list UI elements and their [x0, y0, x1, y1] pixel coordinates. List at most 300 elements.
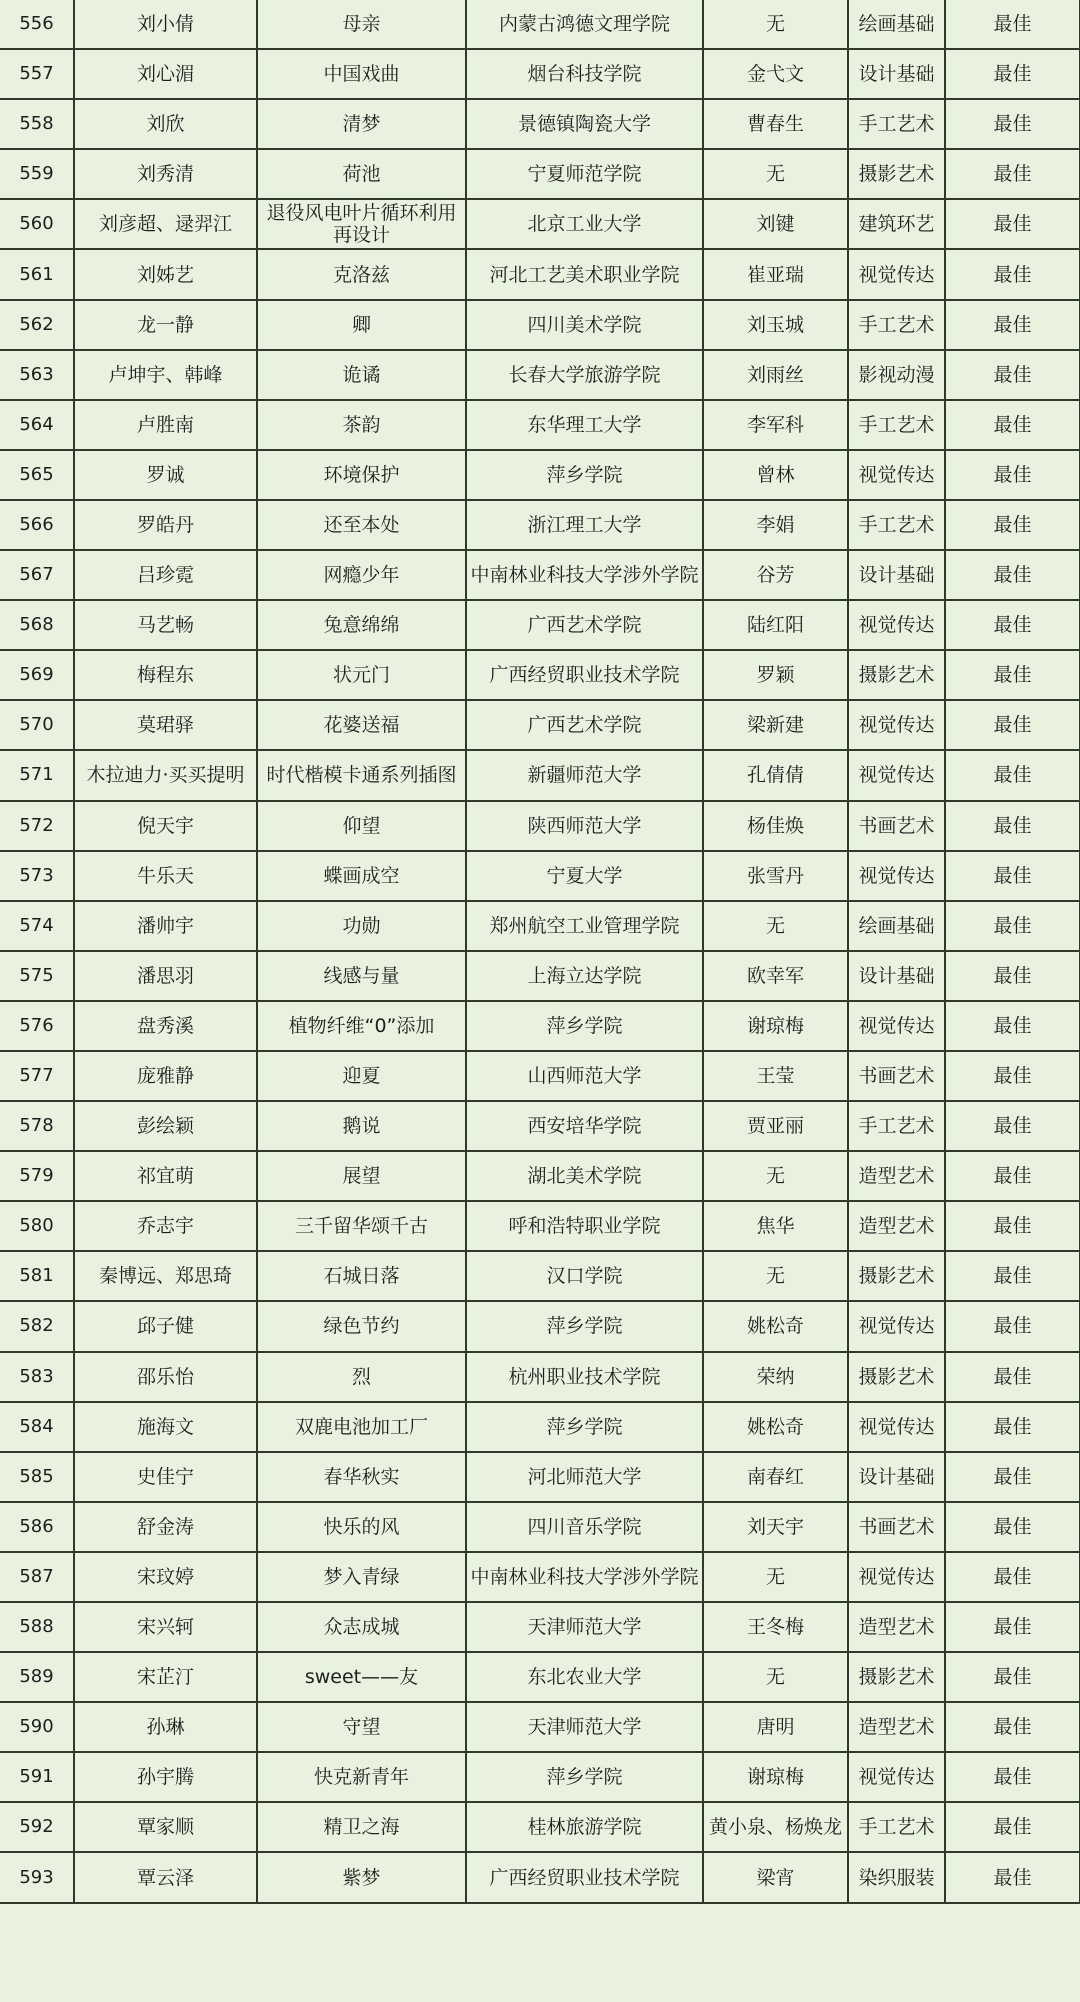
cell-author: 覃家顺 [74, 1802, 257, 1852]
cell-work-title: 双鹿电池加工厂 [257, 1402, 466, 1452]
cell-author: 彭绘颖 [74, 1101, 257, 1151]
cell-category: 摄影艺术 [848, 1652, 945, 1702]
cell-advisor: 刘玉城 [703, 300, 848, 350]
cell-category: 视觉传达 [848, 249, 945, 299]
table-row [0, 1402, 1080, 1452]
cell-work-title: 仰望 [257, 801, 466, 851]
cell-advisor: 无 [703, 0, 848, 49]
cell-category: 绘画基础 [848, 0, 945, 49]
cell-school: 四川音乐学院 [466, 1502, 703, 1552]
cell-work-title: 展望 [257, 1151, 466, 1201]
cell-category: 视觉传达 [848, 750, 945, 800]
cell-work-title: 守望 [257, 1702, 466, 1752]
cell-author: 孙琳 [74, 1702, 257, 1752]
cell-category: 视觉传达 [848, 1301, 945, 1351]
cell-award: 最佳 [945, 99, 1080, 149]
cell-advisor: 杨佳焕 [703, 801, 848, 851]
cell-number: 579 [0, 1151, 74, 1201]
cell-school: 长春大学旅游学院 [466, 350, 703, 400]
cell-school: 中南林业科技大学涉外学院 [466, 1552, 703, 1602]
cell-advisor: 姚松奇 [703, 1301, 848, 1351]
cell-category: 染织服装 [848, 1852, 945, 1902]
cell-category: 设计基础 [848, 49, 945, 99]
cell-author: 邱子健 [74, 1301, 257, 1351]
cell-work-title: 春华秋实 [257, 1452, 466, 1502]
cell-school: 东华理工大学 [466, 400, 703, 450]
cell-work-title: 快克新青年 [257, 1752, 466, 1802]
cell-number: 567 [0, 550, 74, 600]
cell-school: 河北工艺美术职业学院 [466, 249, 703, 299]
table-row [0, 0, 1080, 49]
table-row [0, 1702, 1080, 1752]
cell-category: 设计基础 [848, 951, 945, 1001]
cell-advisor: 张雪丹 [703, 851, 848, 901]
cell-category: 手工艺术 [848, 500, 945, 550]
cell-school: 桂林旅游学院 [466, 1802, 703, 1852]
cell-school: 萍乡学院 [466, 1001, 703, 1051]
cell-school: 新疆师范大学 [466, 750, 703, 800]
cell-award: 最佳 [945, 450, 1080, 500]
cell-school: 内蒙古鸿德文理学院 [466, 0, 703, 49]
table-row [0, 149, 1080, 199]
cell-work-title: 迎夏 [257, 1051, 466, 1101]
cell-work-title: 退役风电叶片循环利用再设计 [257, 199, 466, 249]
cell-author: 乔志宇 [74, 1201, 257, 1251]
cell-author: 孙宇腾 [74, 1752, 257, 1802]
cell-advisor: 王莹 [703, 1051, 848, 1101]
table-row [0, 901, 1080, 951]
cell-award: 最佳 [945, 650, 1080, 700]
cell-school: 西安培华学院 [466, 1101, 703, 1151]
table-row [0, 199, 1080, 249]
cell-advisor: 无 [703, 901, 848, 951]
cell-advisor: 刘雨丝 [703, 350, 848, 400]
cell-author: 庞雅静 [74, 1051, 257, 1101]
cell-author: 刘心湄 [74, 49, 257, 99]
cell-award: 最佳 [945, 550, 1080, 600]
cell-author: 刘秀清 [74, 149, 257, 199]
cell-number: 561 [0, 249, 74, 299]
cell-school: 景德镇陶瓷大学 [466, 99, 703, 149]
cell-number: 583 [0, 1352, 74, 1402]
cell-author: 潘帅宇 [74, 901, 257, 951]
cell-category: 视觉传达 [848, 1752, 945, 1802]
cell-award: 最佳 [945, 1301, 1080, 1351]
table-row [0, 1001, 1080, 1051]
cell-school: 郑州航空工业管理学院 [466, 901, 703, 951]
table-row [0, 99, 1080, 149]
cell-number: 588 [0, 1602, 74, 1652]
table-row [0, 1552, 1080, 1602]
cell-advisor: 贾亚丽 [703, 1101, 848, 1151]
table-row [0, 750, 1080, 800]
cell-number: 589 [0, 1652, 74, 1702]
table-row [0, 1802, 1080, 1852]
table-row [0, 350, 1080, 400]
cell-award: 最佳 [945, 1352, 1080, 1402]
cell-number: 593 [0, 1852, 74, 1902]
cell-school: 萍乡学院 [466, 1752, 703, 1802]
cell-award: 最佳 [945, 350, 1080, 400]
cell-author: 施海文 [74, 1402, 257, 1452]
table-row [0, 1852, 1080, 1902]
cell-award: 最佳 [945, 901, 1080, 951]
cell-work-title: 蝶画成空 [257, 851, 466, 901]
cell-category: 视觉传达 [848, 450, 945, 500]
cell-author: 马艺畅 [74, 600, 257, 650]
cell-number: 556 [0, 0, 74, 49]
cell-advisor: 无 [703, 1251, 848, 1301]
cell-number: 569 [0, 650, 74, 700]
cell-category: 造型艺术 [848, 1151, 945, 1201]
cell-number: 570 [0, 700, 74, 750]
cell-category: 手工艺术 [848, 1802, 945, 1852]
cell-school: 呼和浩特职业学院 [466, 1201, 703, 1251]
cell-number: 580 [0, 1201, 74, 1251]
cell-advisor: 陆红阳 [703, 600, 848, 650]
cell-work-title: 石城日落 [257, 1251, 466, 1301]
cell-work-title: 荷池 [257, 149, 466, 199]
cell-school: 杭州职业技术学院 [466, 1352, 703, 1402]
table-row [0, 1101, 1080, 1151]
cell-award: 最佳 [945, 851, 1080, 901]
cell-school: 萍乡学院 [466, 1402, 703, 1452]
cell-number: 586 [0, 1502, 74, 1552]
table-row [0, 300, 1080, 350]
cell-school: 天津师范大学 [466, 1602, 703, 1652]
cell-author: 罗皓丹 [74, 500, 257, 550]
cell-award: 最佳 [945, 750, 1080, 800]
table-row [0, 951, 1080, 1001]
cell-author: 宋玟婷 [74, 1552, 257, 1602]
cell-award: 最佳 [945, 1602, 1080, 1652]
cell-work-title: 众志成城 [257, 1602, 466, 1652]
cell-award: 最佳 [945, 1752, 1080, 1802]
cell-category: 造型艺术 [848, 1602, 945, 1652]
cell-number: 573 [0, 851, 74, 901]
cell-author: 牛乐天 [74, 851, 257, 901]
cell-school: 四川美术学院 [466, 300, 703, 350]
cell-advisor: 金弋文 [703, 49, 848, 99]
cell-work-title: 紫梦 [257, 1852, 466, 1902]
cell-school: 广西艺术学院 [466, 600, 703, 650]
cell-number: 577 [0, 1051, 74, 1101]
cell-school: 烟台科技学院 [466, 49, 703, 99]
cell-number: 568 [0, 600, 74, 650]
cell-advisor: 谢琼梅 [703, 1752, 848, 1802]
cell-advisor: 无 [703, 1652, 848, 1702]
cell-category: 造型艺术 [848, 1201, 945, 1251]
cell-author: 宋芷汀 [74, 1652, 257, 1702]
cell-category: 摄影艺术 [848, 1352, 945, 1402]
cell-award: 最佳 [945, 0, 1080, 49]
cell-category: 书画艺术 [848, 801, 945, 851]
cell-author: 刘彦超、逯羿江 [74, 199, 257, 249]
cell-work-title: 时代楷模卡通系列插图 [257, 750, 466, 800]
cell-number: 563 [0, 350, 74, 400]
cell-work-title: 线感与量 [257, 951, 466, 1001]
cell-advisor: 梁宵 [703, 1852, 848, 1902]
cell-school: 浙江理工大学 [466, 500, 703, 550]
table-row [0, 450, 1080, 500]
cell-number: 565 [0, 450, 74, 500]
cell-number: 591 [0, 1752, 74, 1802]
cell-work-title: 母亲 [257, 0, 466, 49]
cell-category: 手工艺术 [848, 300, 945, 350]
table-row [0, 1051, 1080, 1101]
table-row [0, 1352, 1080, 1402]
cell-award: 最佳 [945, 1051, 1080, 1101]
cell-author: 梅程东 [74, 650, 257, 700]
cell-award: 最佳 [945, 199, 1080, 249]
cell-work-title: 中国戏曲 [257, 49, 466, 99]
cell-work-title: 植物纤维“0”添加 [257, 1001, 466, 1051]
cell-advisor: 谢琼梅 [703, 1001, 848, 1051]
cell-author: 莫珺驿 [74, 700, 257, 750]
cell-number: 587 [0, 1552, 74, 1602]
cell-work-title: 卿 [257, 300, 466, 350]
table-row [0, 1201, 1080, 1251]
cell-advisor: 南春红 [703, 1452, 848, 1502]
cell-number: 592 [0, 1802, 74, 1852]
cell-award: 最佳 [945, 1402, 1080, 1452]
cell-number: 564 [0, 400, 74, 450]
cell-work-title: 精卫之海 [257, 1802, 466, 1852]
cell-number: 559 [0, 149, 74, 199]
cell-advisor: 曾林 [703, 450, 848, 500]
cell-award: 最佳 [945, 1151, 1080, 1201]
cell-school: 北京工业大学 [466, 199, 703, 249]
cell-author: 罗诚 [74, 450, 257, 500]
cell-advisor: 姚松奇 [703, 1402, 848, 1452]
cell-advisor: 欧幸军 [703, 951, 848, 1001]
cell-work-title: 诡谲 [257, 350, 466, 400]
table-row [0, 600, 1080, 650]
cell-school: 宁夏师范学院 [466, 149, 703, 199]
cell-work-title: 状元门 [257, 650, 466, 700]
cell-category: 手工艺术 [848, 1101, 945, 1151]
cell-award: 最佳 [945, 1001, 1080, 1051]
cell-award: 最佳 [945, 1852, 1080, 1902]
table-row [0, 550, 1080, 600]
cell-award: 最佳 [945, 1101, 1080, 1151]
table-row [0, 650, 1080, 700]
cell-work-title: 烈 [257, 1352, 466, 1402]
cell-number: 566 [0, 500, 74, 550]
cell-category: 绘画基础 [848, 901, 945, 951]
cell-author: 盘秀溪 [74, 1001, 257, 1051]
cell-award: 最佳 [945, 300, 1080, 350]
table-row [0, 249, 1080, 299]
cell-award: 最佳 [945, 1452, 1080, 1502]
cell-category: 视觉传达 [848, 1001, 945, 1051]
cell-number: 575 [0, 951, 74, 1001]
cell-category: 摄影艺术 [848, 650, 945, 700]
cell-work-title: 花婆送福 [257, 700, 466, 750]
cell-advisor: 崔亚瑞 [703, 249, 848, 299]
cell-number: 571 [0, 750, 74, 800]
cell-school: 陕西师范大学 [466, 801, 703, 851]
cell-category: 视觉传达 [848, 600, 945, 650]
cell-author: 龙一静 [74, 300, 257, 350]
cell-work-title: 克洛兹 [257, 249, 466, 299]
cell-advisor: 刘天宇 [703, 1502, 848, 1552]
cell-number: 557 [0, 49, 74, 99]
cell-number: 585 [0, 1452, 74, 1502]
cell-award: 最佳 [945, 1702, 1080, 1752]
cell-work-title: 三千留华颂千古 [257, 1201, 466, 1251]
cell-category: 摄影艺术 [848, 1251, 945, 1301]
cell-author: 木拉迪力·买买提明 [74, 750, 257, 800]
cell-category: 建筑环艺 [848, 199, 945, 249]
cell-author: 卢胜南 [74, 400, 257, 450]
cell-work-title: 梦入青绿 [257, 1552, 466, 1602]
cell-school: 广西艺术学院 [466, 700, 703, 750]
cell-school: 宁夏大学 [466, 851, 703, 901]
cell-award: 最佳 [945, 951, 1080, 1001]
cell-category: 设计基础 [848, 550, 945, 600]
cell-number: 584 [0, 1402, 74, 1452]
cell-award: 最佳 [945, 600, 1080, 650]
table-row [0, 1502, 1080, 1552]
cell-school: 广西经贸职业技术学院 [466, 1852, 703, 1902]
cell-advisor: 刘键 [703, 199, 848, 249]
cell-award: 最佳 [945, 400, 1080, 450]
cell-school: 天津师范大学 [466, 1702, 703, 1752]
table-row [0, 1602, 1080, 1652]
cell-advisor: 梁新建 [703, 700, 848, 750]
cell-work-title: 快乐的风 [257, 1502, 466, 1552]
cell-category: 手工艺术 [848, 400, 945, 450]
cell-award: 最佳 [945, 801, 1080, 851]
cell-award: 最佳 [945, 500, 1080, 550]
cell-number: 562 [0, 300, 74, 350]
cell-school: 湖北美术学院 [466, 1151, 703, 1201]
cell-school: 山西师范大学 [466, 1051, 703, 1101]
table-row [0, 700, 1080, 750]
cell-advisor: 谷芳 [703, 550, 848, 600]
cell-award: 最佳 [945, 1652, 1080, 1702]
cell-author: 秦博远、郑思琦 [74, 1251, 257, 1301]
table-row [0, 400, 1080, 450]
cell-school: 广西经贸职业技术学院 [466, 650, 703, 700]
cell-author: 刘姊艺 [74, 249, 257, 299]
cell-number: 560 [0, 199, 74, 249]
cell-author: 刘小倩 [74, 0, 257, 49]
cell-award: 最佳 [945, 1502, 1080, 1552]
cell-number: 558 [0, 99, 74, 149]
cell-award: 最佳 [945, 249, 1080, 299]
cell-author: 刘欣 [74, 99, 257, 149]
cell-award: 最佳 [945, 1552, 1080, 1602]
cell-work-title: 网瘾少年 [257, 550, 466, 600]
cell-award: 最佳 [945, 1201, 1080, 1251]
cell-advisor: 李军科 [703, 400, 848, 450]
cell-advisor: 罗颖 [703, 650, 848, 700]
table-row [0, 1151, 1080, 1201]
cell-school: 河北师范大学 [466, 1452, 703, 1502]
cell-author: 邵乐怡 [74, 1352, 257, 1402]
cell-work-title: 功勋 [257, 901, 466, 951]
cell-award: 最佳 [945, 1251, 1080, 1301]
cell-category: 视觉传达 [848, 851, 945, 901]
table-row [0, 801, 1080, 851]
cell-category: 书画艺术 [848, 1502, 945, 1552]
table-row [0, 49, 1080, 99]
table-row [0, 1301, 1080, 1351]
cell-school: 萍乡学院 [466, 450, 703, 500]
cell-school: 东北农业大学 [466, 1652, 703, 1702]
table-row [0, 1752, 1080, 1802]
cell-author: 倪天宇 [74, 801, 257, 851]
cell-author: 覃云泽 [74, 1852, 257, 1902]
cell-author: 潘思羽 [74, 951, 257, 1001]
cell-work-title: 兔意绵绵 [257, 600, 466, 650]
cell-author: 吕珍霓 [74, 550, 257, 600]
cell-category: 摄影艺术 [848, 149, 945, 199]
table-row [0, 500, 1080, 550]
cell-award: 最佳 [945, 149, 1080, 199]
cell-number: 590 [0, 1702, 74, 1752]
cell-school: 上海立达学院 [466, 951, 703, 1001]
cell-work-title: 鹅说 [257, 1101, 466, 1151]
cell-author: 宋兴轲 [74, 1602, 257, 1652]
cell-advisor: 无 [703, 1151, 848, 1201]
cell-work-title: 清梦 [257, 99, 466, 149]
cell-school: 萍乡学院 [466, 1301, 703, 1351]
cell-advisor: 无 [703, 1552, 848, 1602]
cell-advisor: 荣纳 [703, 1352, 848, 1402]
cell-category: 视觉传达 [848, 700, 945, 750]
cell-advisor: 唐明 [703, 1702, 848, 1752]
cell-advisor: 焦华 [703, 1201, 848, 1251]
cell-advisor: 无 [703, 149, 848, 199]
cell-number: 578 [0, 1101, 74, 1151]
cell-author: 祁宜萌 [74, 1151, 257, 1201]
cell-category: 书画艺术 [848, 1051, 945, 1101]
cell-category: 视觉传达 [848, 1552, 945, 1602]
cell-advisor: 黄小泉、杨焕龙 [703, 1802, 848, 1852]
cell-work-title: 绿色节约 [257, 1301, 466, 1351]
cell-category: 手工艺术 [848, 99, 945, 149]
cell-advisor: 孔倩倩 [703, 750, 848, 800]
cell-category: 影视动漫 [848, 350, 945, 400]
cell-number: 572 [0, 801, 74, 851]
cell-award: 最佳 [945, 49, 1080, 99]
cell-school: 汉口学院 [466, 1251, 703, 1301]
table-row [0, 1652, 1080, 1702]
cell-author: 舒金涛 [74, 1502, 257, 1552]
cell-work-title: sweet——友 [257, 1652, 466, 1702]
cell-advisor: 王冬梅 [703, 1602, 848, 1652]
cell-advisor: 李娟 [703, 500, 848, 550]
table-row [0, 1251, 1080, 1301]
cell-author: 史佳宁 [74, 1452, 257, 1502]
table-row [0, 1452, 1080, 1502]
cell-school: 中南林业科技大学涉外学院 [466, 550, 703, 600]
cell-advisor: 曹春生 [703, 99, 848, 149]
cell-category: 造型艺术 [848, 1702, 945, 1752]
cell-number: 574 [0, 901, 74, 951]
cell-category: 视觉传达 [848, 1402, 945, 1452]
cell-number: 581 [0, 1251, 74, 1301]
cell-work-title: 环境保护 [257, 450, 466, 500]
cell-number: 576 [0, 1001, 74, 1051]
cell-category: 设计基础 [848, 1452, 945, 1502]
cell-author: 卢坤宇、韩峰 [74, 350, 257, 400]
cell-award: 最佳 [945, 700, 1080, 750]
cell-work-title: 茶韵 [257, 400, 466, 450]
